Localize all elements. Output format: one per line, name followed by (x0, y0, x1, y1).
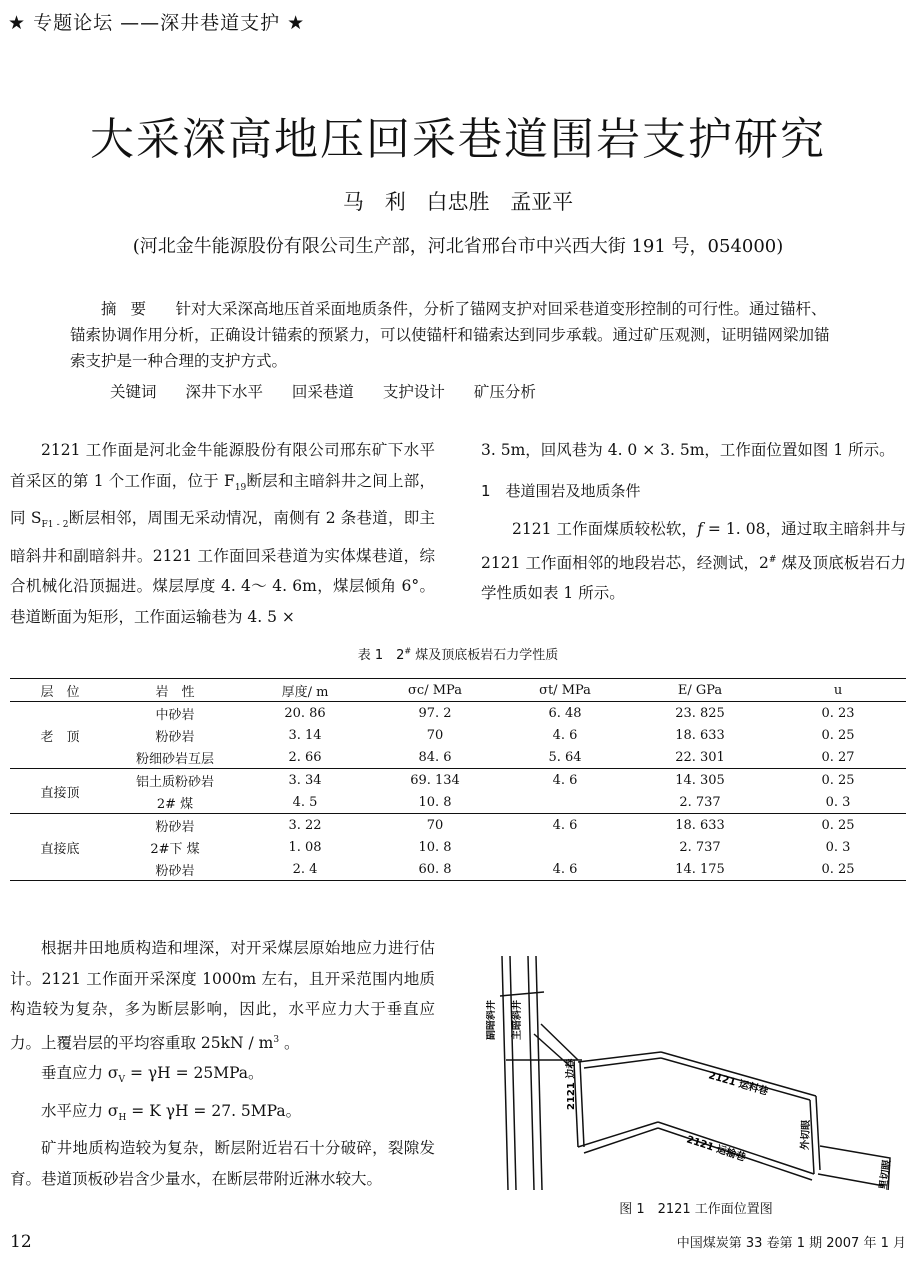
table-row: 直接顶 铝土质粉砂岩 3. 34 69. 134 4. 6 14. 305 0. 25 (10, 769, 906, 792)
waiqie-right (816, 1096, 820, 1170)
table-row: 2#下 煤 1. 08 10. 8 2. 737 0. 3 (150, 839, 851, 857)
authors (0, 186, 916, 216)
header-cell: 层 位 (40, 684, 80, 700)
author-3: 孟亚平 (510, 190, 574, 214)
fu-an-shaft-left (502, 956, 508, 1190)
section-heading: 1 巷道围岩及地质条件 (481, 481, 641, 500)
rock-properties-table (10, 678, 906, 881)
keyword-1: 深井下水平 (185, 383, 263, 401)
label-fu-an: 副暗斜井 (486, 1000, 497, 1040)
roadway-layout-figure (486, 950, 906, 1190)
journal-footer: 中国煤炭第 33 卷第 1 期 2007 年 1 月 (676, 1236, 906, 1251)
section-header: ★ 专题论坛 ——深井巷道支护 ★ (8, 12, 306, 34)
header-cell: σt/ MPa (539, 682, 591, 698)
liqie-box-lower (818, 1174, 884, 1186)
body-left-column (10, 435, 435, 632)
layer-cell: 直接底 (40, 841, 80, 857)
figure-caption: 图 1 2121 工作面位置图 (619, 1202, 773, 1217)
table-row: 粉细砂岩互层 2. 66 84. 6 5. 64 22. 301 0. 27 (135, 749, 855, 767)
label-zhu-an: 主暗斜井 (512, 1000, 523, 1040)
equation-vertical: 垂直应力 $\sigma_V = \gamma H = 25MPa$。 (41, 1064, 264, 1086)
header-cell: 厚度/ m (281, 684, 329, 700)
page-number: 12 (10, 1232, 32, 1252)
table-row: 直接底 粉砂岩 3. 22 70 4. 6 18. 633 0. 25 (10, 814, 906, 837)
paragraph: 2121 工作面是河北金牛能源股份有限公司邢东矿下水平首采区的第 1 个工作面，位于 $F_{19}$断层和主暗斜井之间上部，同 $S_{F1 - 2}$断层相邻，周围无采动情况，南侧有 2 条巷道，即主暗斜井和副暗斜井。2121 工作面回采巷道为实体煤巷道，综合机械化沿顶掘进。煤层厚度 4. 4～ 4. 6m，煤层倾角 6°。巷道断面为矩形，工作面运输巷为 4. 5 × (10, 441, 436, 626)
label-yunshu: 2121 运输巷 (685, 1134, 747, 1164)
paragraph: 根据井田地质构造和埋深，对开采煤层原始地应力进行估计。2121 工作面开采深度 1000m 左右，且开采范围内地质构造较为复杂，多为断层影响，因此，水平应力大于垂直应力。上覆岩层的平均容重取 $25kN / m^3$ 。 (10, 939, 435, 1052)
layer-cell: 直接顶 (40, 785, 80, 801)
yunliao-top-1 (578, 1052, 661, 1062)
keyword-4: 矿压分析 (473, 383, 536, 401)
body-right-column (481, 435, 906, 609)
keyword-2: 回采巷道 (291, 383, 354, 401)
equation-horizontal: 水平应力 $\sigma_H = K$ γH = 27. 5MPa。 (41, 1101, 302, 1123)
paper-title: 大采深高地压回采巷道围岩支护研究 (90, 114, 826, 165)
author-2: 白忠胜 (426, 190, 490, 214)
paragraph: 2121 工作面煤质较松软，f = 1. 08，通过取主暗斜井与 2121 工作面相邻的地段岩芯，经测试，2# 煤及顶底板岩石力学性质如表 1 所示。 (481, 520, 907, 603)
header-cell: σc/ MPa (408, 682, 462, 698)
author-1: 马 利 (342, 190, 406, 214)
table-row: 粉砂岩 2. 4 60. 8 4. 6 14. 175 0. 25 (155, 861, 855, 879)
table-caption: 表 1 2# 煤及顶底板岩石力学性质 (357, 646, 559, 663)
zhu-an-shaft-right (536, 956, 542, 1190)
label-liqie: 里切眼 (878, 1159, 894, 1190)
yunshu-bottom-1 (584, 1128, 658, 1153)
yunshu-top-1 (578, 1122, 658, 1147)
abstract-text: 针对大采深高地压首采面地质条件，分析了锚网支护对回采巷道变形控制的可行性。通过锚杆、锚索协调作用分析，正确设计锚索的预紧力，可以使锚杆和锚索达到同步承载。通过矿压观测，证明锚网梁加锚索支护是一种合理的支护方式。 (70, 300, 830, 370)
keyword-3: 支护设计 (382, 383, 445, 401)
table-row: 2# 煤 4. 5 10. 8 2. 737 0. 3 (156, 794, 851, 812)
table-header-row (10, 679, 906, 702)
paragraph: 3. 5m，回风巷为 4. 0 × 3. 5m，工作面位置如图 1 所示。 (481, 441, 895, 459)
header-cell: u (833, 682, 843, 698)
header-cell: E/ GPa (677, 682, 723, 698)
keywords-label: 关键词 (110, 383, 157, 401)
layer-cell: 老 顶 (40, 729, 80, 745)
bianxiang-right (580, 1062, 584, 1147)
label-yunliao: 2121 运料巷 (707, 1070, 770, 1098)
header-cell: 岩 性 (155, 684, 195, 700)
label-bianxiang: 2121 边巷 (566, 1058, 577, 1110)
keywords (110, 380, 560, 402)
abstract-label: 摘要 (101, 300, 161, 318)
label-waiqie: 外切眼 (800, 1119, 813, 1151)
paragraph: 矿井地质构造较为复杂，断层附近岩石十分破碎，裂隙发育。巷道顶板砂岩含少量水，在断层带附近淋水较大。 (10, 1139, 435, 1188)
body-left-lower (10, 933, 435, 1194)
abstract (70, 296, 840, 374)
table-row: 老 顶 中砂岩 20. 86 97. 2 6. 48 23. 825 0. 23 (10, 702, 906, 725)
connector-upper (541, 1024, 578, 1060)
affiliation: (河北金牛能源股份有限公司生产部，河北省邢台市中兴西大街 191 号，054000) (132, 236, 784, 257)
table-row: 粉砂岩 3. 14 70 4. 6 18. 633 0. 25 (155, 727, 855, 745)
fu-an-shaft-right (510, 956, 516, 1190)
zhu-an-shaft-left (528, 956, 534, 1190)
yunshu-top-2 (658, 1119, 814, 1174)
